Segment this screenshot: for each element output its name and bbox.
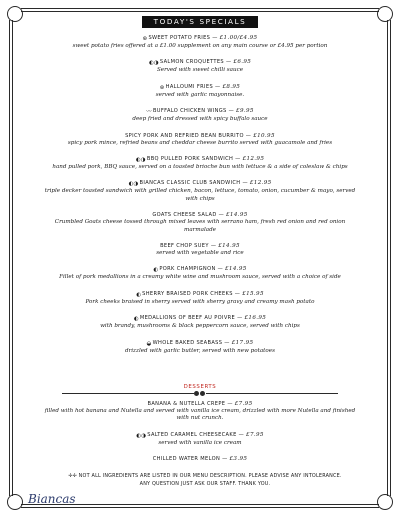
menu-item-price: £7.95 xyxy=(234,401,253,407)
menu-item-title-line: ◐◑SALTED CARAMEL CHEESECAKE — £7.95 xyxy=(136,431,264,439)
menu-item xyxy=(40,155,360,171)
menu-item-description: Fillet of pork medallions in a creamy white wine and mushroom sauce, served with a choice of side xyxy=(59,274,341,281)
logo-text: Biancas xyxy=(28,492,76,506)
gluten-free-icon: ◐◑ xyxy=(128,181,139,188)
menu-item-price: £14.95 xyxy=(218,243,240,250)
menu-item-description: spicy pork mince, refried beans and cheddar cheese burrito served with guacamole and fries xyxy=(67,139,333,146)
menu-item xyxy=(40,179,360,203)
menu-item-description: served with garlic mayonnaise. xyxy=(155,91,245,98)
menu-item xyxy=(40,34,360,50)
menu-item-name: WHOLE BAKED SEABASS xyxy=(152,339,223,346)
menu-item xyxy=(40,400,360,423)
menu-item-name: SWEET POTATO FRIES xyxy=(148,35,211,41)
desserts-list xyxy=(40,400,360,471)
menu-item-price: £12.95 xyxy=(242,156,265,163)
menu-item-description: filled with hot banana and Nutella and served with vanilla ice cream, drizzled with more Nutella and finished with nut crunch. xyxy=(44,408,356,422)
menu-item-name: SHERRY BRAISED PORK CHEEKS xyxy=(142,290,233,297)
menu-item-description: Served with sweet chilli sauce xyxy=(156,67,244,74)
menu-item-name: GOATS CHEESE SALAD xyxy=(152,212,217,219)
menu-item-price: £12.95 xyxy=(249,180,272,187)
menu-item xyxy=(40,107,360,123)
menu-item-description: hand pulled pork, BBQ sauce, served on a toasted brioche bun with lettuce & a side of coleslaw & chips xyxy=(52,164,348,171)
menu-item-price: £15.95 xyxy=(242,290,264,297)
menu-item-title-line: BANANA & NUTELLA CREPE — £7.95 xyxy=(147,401,253,407)
menu-item-price: £8.95 xyxy=(222,83,241,90)
menu-item-price: £16.95 xyxy=(244,315,267,322)
menu-item-name: SALTED CARAMEL CHEESECAKE xyxy=(147,431,237,438)
menu-item-name: SALMON CROQUETTES xyxy=(159,59,225,66)
menu-item-title-line: ◐◑BIANCAS CLASSIC CLUB SANDWICH — £12.95 xyxy=(128,180,272,188)
specials-list xyxy=(40,34,360,363)
menu-item-title-line: CHILLED WATER MELON — £3.95 xyxy=(152,456,248,463)
spicy-icon: 〰 xyxy=(146,109,152,116)
gluten-free-icon: ◐◑ xyxy=(135,157,146,164)
gluten-free-icon: ◐◑ xyxy=(148,60,159,67)
menu-item-name: HALLOUMI FRIES xyxy=(165,83,214,90)
menu-item xyxy=(40,455,360,463)
menu-item-name: SPICY PORK AND REFRIED BEAN BURRITO xyxy=(125,132,244,139)
menu-item-title-line: GOATS CHEESE SALAD — £14.95 xyxy=(152,212,248,219)
menu-item-description: sweet potato fries offered at a £1.00 supplement on any main course or £4.95 per portion xyxy=(72,43,328,49)
menu-item-name: BANANA & NUTELLA CREPE xyxy=(147,401,226,407)
menu-item-name: BUFFALO CHICKEN WINGS xyxy=(152,108,227,115)
menu-item-name: CHILLED WATER MELON xyxy=(152,456,221,463)
menu-item-price: £10.95 xyxy=(253,132,275,139)
menu-item-title-line: ◐PORK CHAMPIGNON — £14.95 xyxy=(153,266,247,274)
menu-item-title-line: ◐◑SALMON CROQUETTES — £6.95 xyxy=(148,59,252,67)
menu-item xyxy=(40,242,360,257)
menu-item-price: £1.00/£4.95 xyxy=(219,35,258,41)
menu-item-description: with brandy, mushrooms & black peppercorn sauce, served with chips xyxy=(100,323,300,330)
menu-item-price: £3.95 xyxy=(229,456,248,463)
allergen-note-line-1: ✢✢ NOT ALL INGREDIENTS ARE LISTED IN OUR MENU DESCRIPTION. PLEASE ADVISE ANY INTOLERANCE. xyxy=(68,473,342,479)
menu-item-description: Pork cheeks braised in sherry served with sherry gravy and creamy mash potato xyxy=(85,298,315,305)
menu-item-title-line: SPICY PORK AND REFRIED BEAN BURRITO — £10.95 xyxy=(125,132,275,139)
menu-item xyxy=(40,314,360,330)
menu-item-title-line: ⊛SWEET POTATO FRIES — £1.00/£4.95 xyxy=(142,35,258,42)
restaurant-logo xyxy=(28,492,76,506)
menu-item-title-line: ◐MEDALLIONS OF BEEF AU POIVRE — £16.95 xyxy=(133,315,267,323)
menu-item-title-line: ◐◑BBQ PULLED PORK SANDWICH — £12.95 xyxy=(135,156,265,164)
gluten-free-icon: ◐ xyxy=(133,316,139,323)
menu-item xyxy=(40,211,360,234)
menu-item-description: deep fried and dressed with spicy buffalo sauce xyxy=(132,116,268,123)
vegetarian-icon: ⊛ xyxy=(142,36,148,42)
menu-item-name: BEEF CHOP SUEY xyxy=(160,243,209,250)
menu-item-price: £17.95 xyxy=(231,339,254,346)
divider-ornament xyxy=(194,390,206,396)
menu-item-title-line: ◐SHERRY BRAISED PORK CHEEKS — £15.95 xyxy=(136,290,264,298)
menu-item-price: £6.95 xyxy=(233,59,252,66)
menu-item-title-line: ◒WHOLE BAKED SEABASS — £17.95 xyxy=(146,339,254,347)
desserts-heading: DESSERTS xyxy=(183,384,217,390)
menu-item-description: served with vanilla ice cream xyxy=(158,439,242,446)
menu-item-price: £7.95 xyxy=(246,431,264,438)
page-title: TODAY'S SPECIALS xyxy=(142,16,258,28)
menu-item-name: PORK CHAMPIGNON xyxy=(159,266,216,273)
menu-item-description: triple decker toasted sandwich with grilled chicken, bacon, lettuce, tomato, onion, cucumber & mayo, served with chips xyxy=(44,188,356,202)
menu-item-name: MEDALLIONS OF BEEF AU POIVRE xyxy=(139,315,236,322)
gluten-free-icon: ◐◑ xyxy=(136,432,147,439)
menu-item xyxy=(40,265,360,281)
gluten-free-icon: ◐ xyxy=(153,267,159,274)
menu-item-price: £14.95 xyxy=(225,266,247,273)
menu-item-price: £9.95 xyxy=(236,108,254,115)
allergen-note-line-2: ANY QUESTION JUST ASK OUR STAFF. THANK YOU. xyxy=(139,480,271,487)
menu-item-name: BBQ PULLED PORK SANDWICH xyxy=(146,156,234,163)
menu-item-title-line: 〰BUFFALO CHICKEN WINGS — £9.95 xyxy=(146,108,254,116)
menu-item xyxy=(40,290,360,306)
allergen-note xyxy=(60,473,350,488)
menu-item-price: £14.95 xyxy=(226,212,248,219)
menu-item xyxy=(40,132,360,147)
menu-item-description: Crumbled Goats cheese tossed through mixed leaves with serrano ham, fresh red onion and red onion marmalade xyxy=(54,219,346,233)
menu-item-name: BIANCAS CLASSIC CLUB SANDWICH xyxy=(139,180,241,187)
menu-item-title-line: ⊛HALLOUMI FRIES — £8.95 xyxy=(159,83,241,91)
gluten-free-icon: ◐ xyxy=(136,291,142,298)
menu-item xyxy=(40,339,360,355)
menu-item xyxy=(40,83,360,99)
vegetarian-icon: ⊛ xyxy=(159,84,165,91)
menu-item-description: drizzled with garlic butter, served with new potatoes xyxy=(125,347,275,354)
menu-item-title-line: BEEF CHOP SUEY — £14.95 xyxy=(160,243,240,250)
menu-item xyxy=(40,58,360,74)
spicy-icon: ◒ xyxy=(146,340,152,347)
menu-item-description: served with vegetable and rice xyxy=(156,250,244,257)
menu-item xyxy=(40,431,360,447)
